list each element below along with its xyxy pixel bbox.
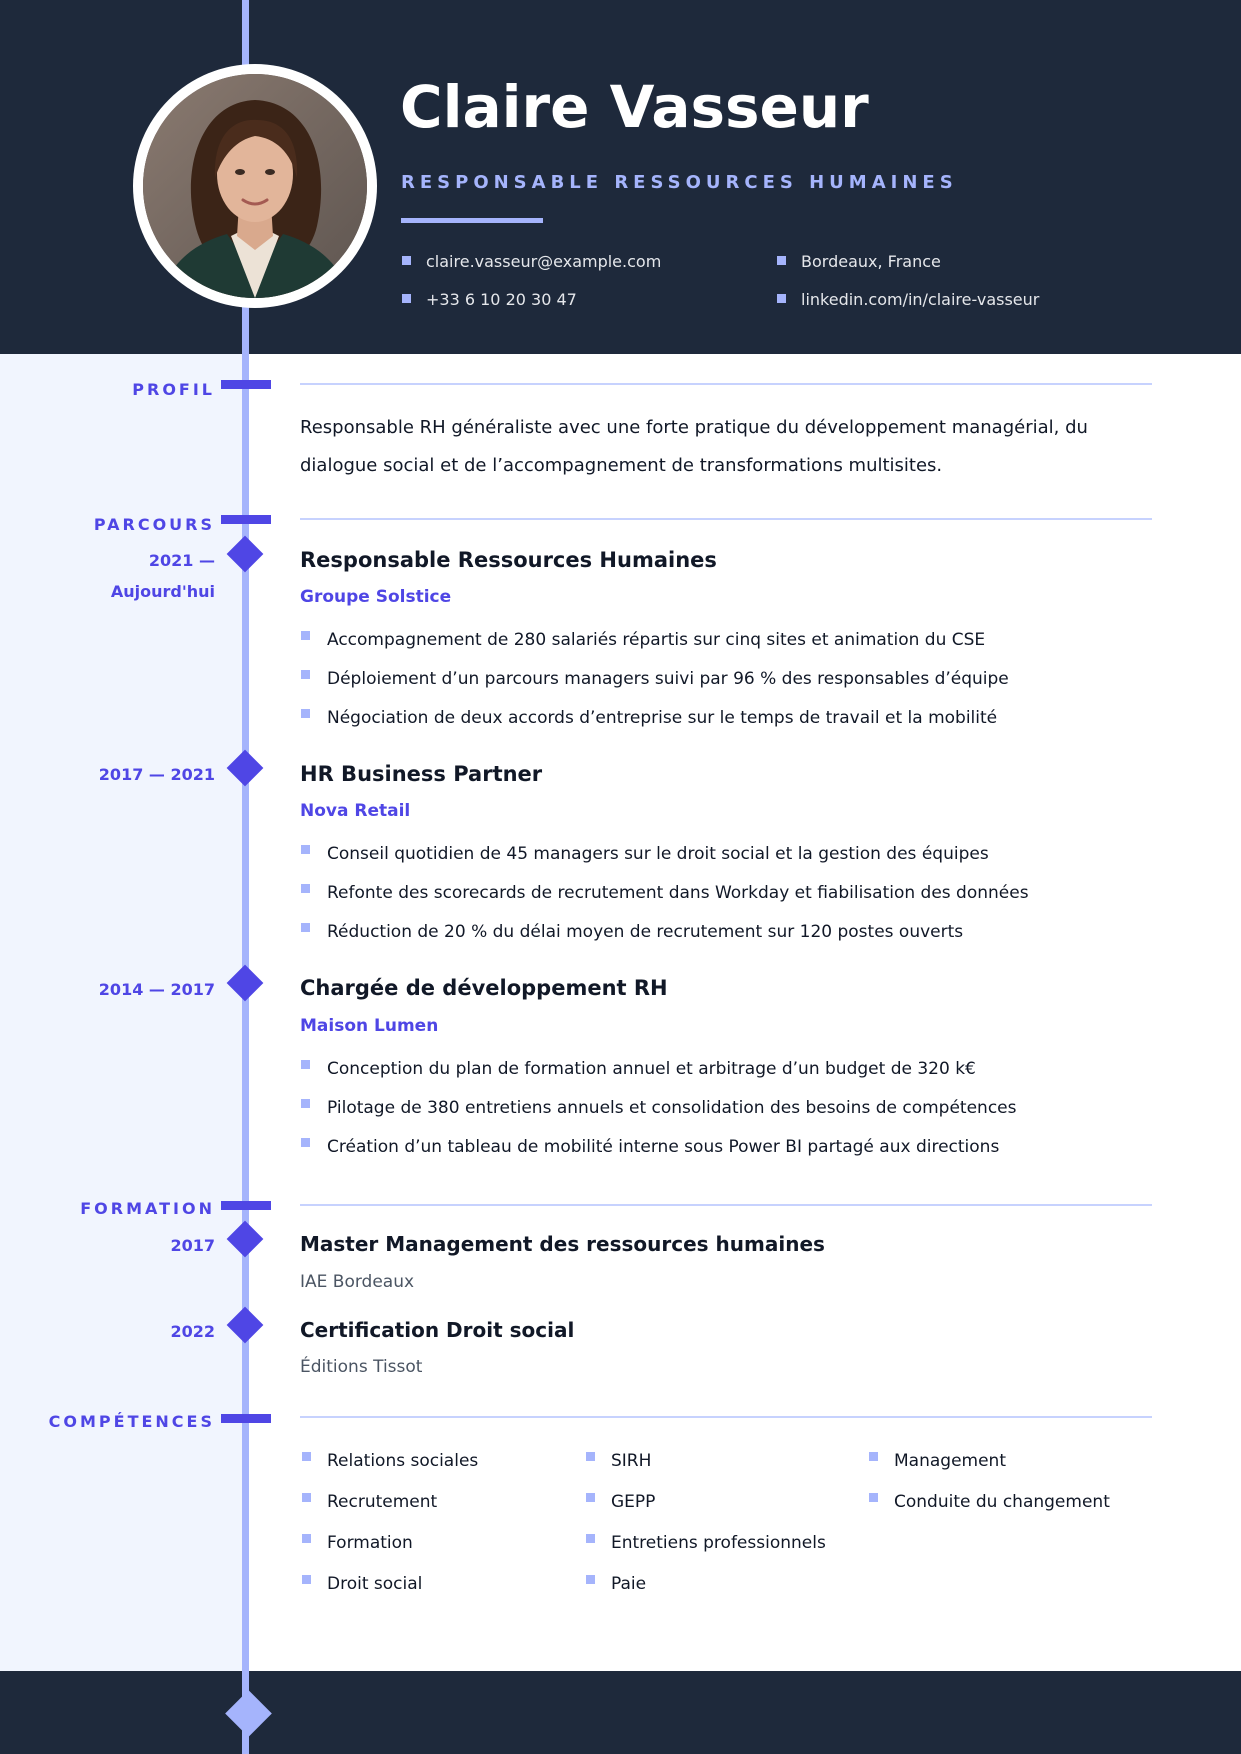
list-item [300,629,1009,668]
skills-column [584,1450,826,1614]
section-rule [300,1204,1152,1206]
experience-company: Nova Retail [300,801,411,821]
section-label-parcours: PARCOURS [93,515,215,534]
experience-bullets [300,843,1029,960]
bullet-square-icon [301,884,310,893]
education-title: Certification Droit social [300,1318,575,1342]
bullet-square-icon [301,709,310,718]
bullet-square-icon [302,1575,311,1584]
bullet-square-icon [777,256,786,265]
skills-column [867,1450,1110,1532]
bullet-text: Négociation de deux accords d’entreprise sur le temps de travail et la mobilité [327,708,998,728]
bullet-text: Réduction de 20 % du délai moyen de recrutement sur 120 postes ouverts [327,922,964,942]
bullet-square-icon [301,1138,310,1147]
list-item [584,1491,826,1532]
bullet-square-icon [302,1534,311,1543]
list-item [300,1491,478,1532]
bullet-text: Pilotage de 380 entretiens annuels et consolidation des besoins de compétences [327,1098,1017,1118]
section-tick [221,515,271,524]
education-school: Éditions Tissot [300,1357,423,1377]
education-school: IAE Bordeaux [300,1272,415,1292]
bullet-square-icon [402,294,411,303]
experience-bullets [300,629,1009,746]
experience-company: Maison Lumen [300,1016,439,1036]
list-item [300,1136,1017,1175]
section-tick [221,1414,271,1423]
experience-date [111,545,215,607]
profile-summary: Responsable RH généraliste avec une forte pratique du développement managérial, du dialogue social et de l’accompagnement de transformations multisites. [300,417,1088,476]
list-item [584,1573,826,1614]
bullet-square-icon [302,1493,311,1502]
section-label-formation: FORMATION [80,1199,215,1218]
bullet-square-icon [301,1099,310,1108]
bullet-text: Création d’un tableau de mobilité interne sous Power BI partagé aux directions [327,1137,1000,1157]
skill-text: Conduite du changement [894,1492,1110,1512]
contact-phone-text: +33 6 10 20 30 47 [426,290,577,309]
education-title: Master Management des ressources humaines [300,1232,825,1256]
bullet-square-icon [302,1452,311,1461]
skill-text: Recrutement [327,1492,438,1512]
list-item [300,1573,478,1614]
bullet-square-icon [777,294,786,303]
skill-text: SIRH [611,1451,652,1471]
contact-location-text: Bordeaux, France [801,252,941,271]
footer-band [0,1671,1241,1754]
contact-linkedin[interactable] [776,290,1039,309]
contact-linkedin-text: linkedin.com/in/claire-vasseur [801,290,1040,309]
experience-company: Groupe Solstice [300,587,452,607]
contact-email[interactable] [401,252,661,271]
section-label-profil: PROFIL [132,380,215,399]
bullet-square-icon [586,1534,595,1543]
section-rule [300,383,1152,385]
bullet-text: Accompagnement de 280 salariés répartis sur cinq sites et animation du CSE [327,630,986,650]
list-item [300,843,1029,882]
skill-text: Entretiens professionnels [611,1533,826,1553]
bullet-text: Refonte des scorecards de recrutement dans Workday et fiabilisation des données [327,883,1029,903]
bullet-square-icon [586,1575,595,1584]
bullet-square-icon [301,670,310,679]
section-rule [300,518,1152,520]
list-item [300,1058,1017,1097]
person-name: Claire Vasseur [400,73,869,141]
bullet-square-icon [301,845,310,854]
skill-text: Droit social [327,1574,423,1594]
list-item [584,1450,826,1491]
education-date: 2022 [170,1322,215,1341]
bullet-square-icon [301,923,310,932]
skill-text: Paie [611,1574,647,1594]
list-item [300,921,1029,960]
avatar [143,74,367,298]
date-end: Aujourd'hui [110,582,215,601]
list-item [300,1097,1017,1136]
list-item [867,1491,1110,1532]
contact-email-text: claire.vasseur@example.com [426,252,662,271]
skills-column [300,1450,478,1614]
bullet-square-icon [301,631,310,640]
bullet-square-icon [402,256,411,265]
list-item [300,1532,478,1573]
list-item [584,1532,826,1573]
bullet-square-icon [869,1452,878,1461]
date-range: 2014 — 2017 [98,980,215,999]
experience-bullets [300,1058,1017,1175]
education-date: 2017 [170,1236,215,1255]
job-title: RESPONSABLE RESSOURCES HUMAINES [401,172,958,193]
date-range: 2017 — 2021 [98,765,215,784]
list-item [300,668,1009,707]
section-label-competences: COMPÉTENCES [48,1412,215,1431]
skill-text: GEPP [611,1492,656,1512]
experience-date [99,974,215,1005]
section-rule [300,1416,1152,1418]
list-item [300,1450,478,1491]
experience-title: Responsable Ressources Humaines [300,548,717,572]
experience-date [99,759,215,790]
experience-title: HR Business Partner [300,762,543,786]
bullet-text: Conseil quotidien de 45 managers sur le droit social et la gestion des équipes [327,844,989,864]
bullet-text: Conception du plan de formation annuel et arbitrage d’un budget de 320 k€ [327,1059,976,1079]
bullet-square-icon [869,1493,878,1502]
contact-location [776,252,941,271]
list-item [300,707,1009,746]
experience-title: Chargée de développement RH [300,976,668,1000]
bullet-text: Déploiement d’un parcours managers suivi par 96 % des responsables d’équipe [327,669,1009,689]
list-item [300,882,1029,921]
skill-text: Formation [327,1533,413,1553]
title-underline [401,218,543,223]
skill-text: Management [894,1451,1006,1471]
bullet-square-icon [301,1060,310,1069]
bullet-square-icon [586,1493,595,1502]
contact-phone[interactable] [401,290,577,309]
date-start: 2021 — [148,551,215,570]
section-tick [221,1201,271,1210]
skill-text: Relations sociales [327,1451,479,1471]
list-item [867,1450,1110,1491]
section-tick [221,380,271,389]
bullet-square-icon [586,1452,595,1461]
